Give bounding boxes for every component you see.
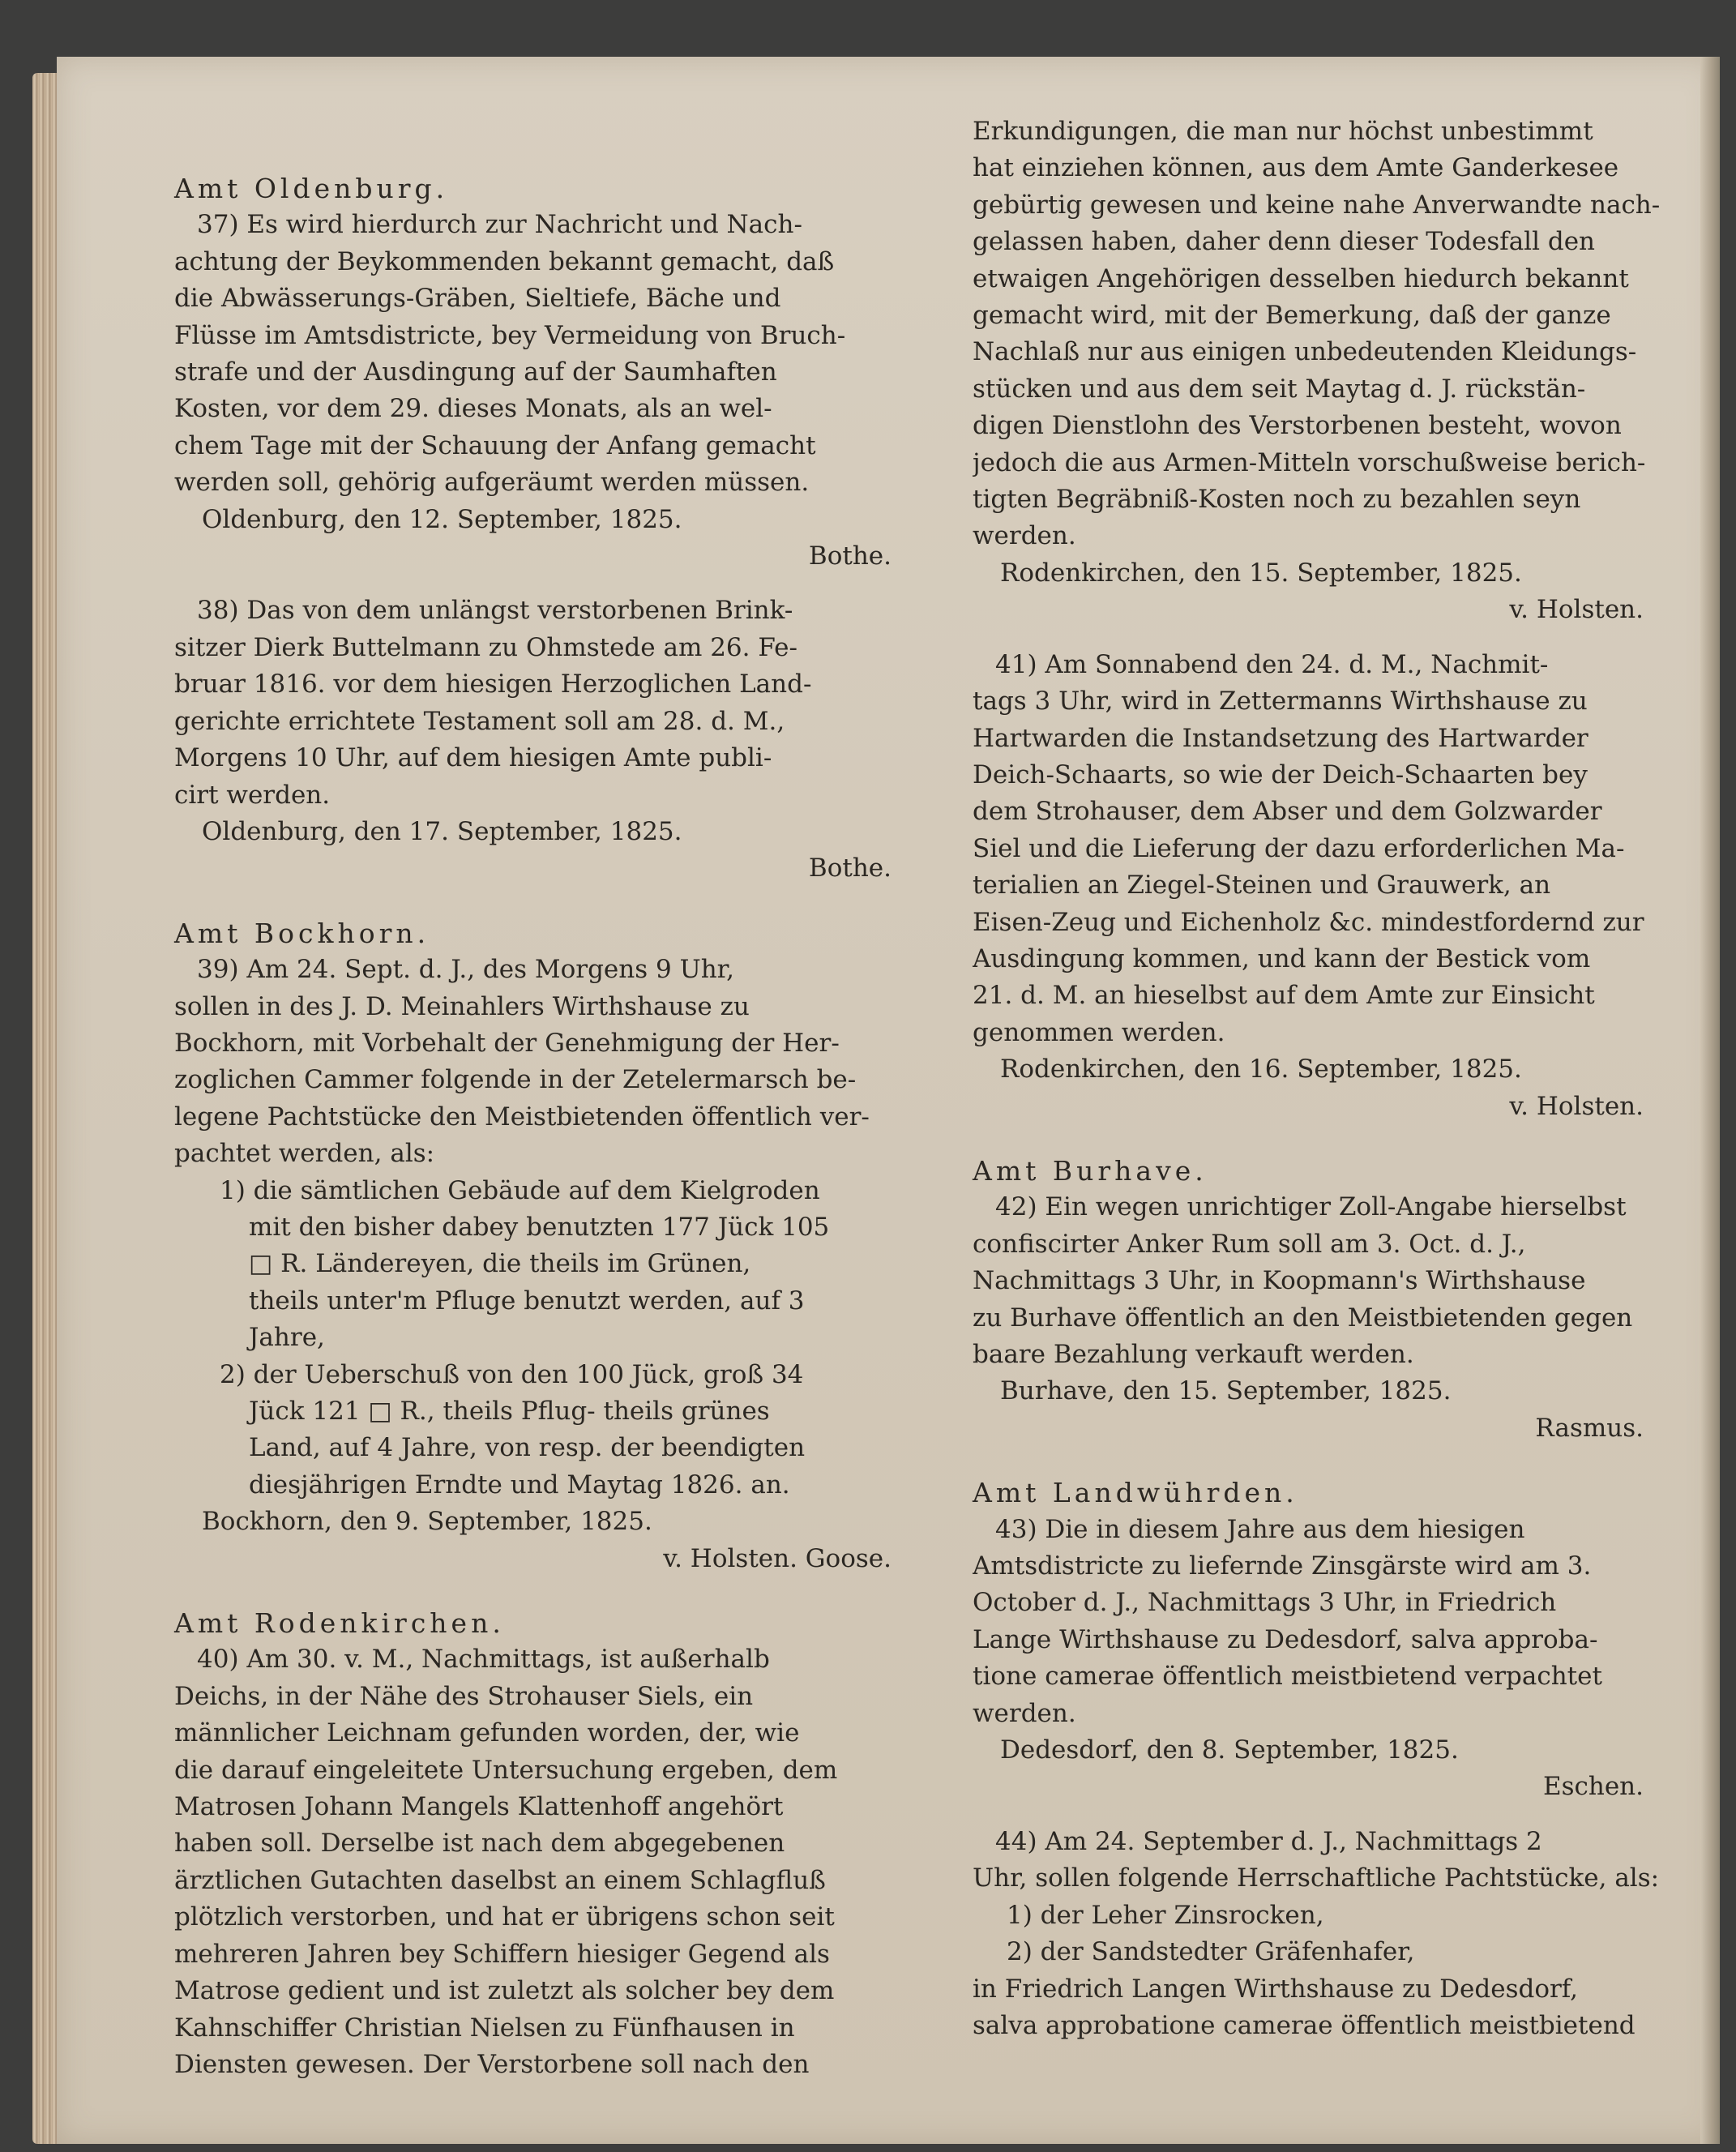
dateline: Bockhorn, den 9. September, 1825. bbox=[202, 1507, 652, 1537]
text-line: Matrosen Johann Mangels Klattenhoff angehört bbox=[174, 1792, 784, 1822]
text-line: terialien an Ziegel-Steinen und Grauwerk, an bbox=[973, 871, 1551, 901]
text-line: 44) Am 24. September d. J., Nachmittags 2 bbox=[995, 1826, 1542, 1856]
text-line: Flüsse im Amtsdistricte, bey Vermeidung von Bruch- bbox=[174, 320, 846, 350]
text-line: die Abwässerungs-Gräben, Sieltiefe, Bäche und bbox=[174, 284, 781, 314]
text-line: mit den bisher dabey benutzten 177 Jück 105 bbox=[249, 1212, 830, 1242]
text-line: diesjährigen Erndte und Maytag 1826. an. bbox=[249, 1470, 790, 1500]
text-line: Bockhorn, mit Vorbehalt der Genehmigung der Her- bbox=[174, 1028, 840, 1058]
text-line: 37) Es wird hierdurch zur Nachricht und Nach- bbox=[197, 210, 802, 240]
notice-paragraph bbox=[174, 1641, 940, 2083]
section-heading: Amt Bockhorn. bbox=[174, 917, 430, 949]
text-line: stücken und aus dem seit Maytag d. J. rückstän- bbox=[973, 374, 1586, 404]
dateline: Oldenburg, den 17. September, 1825. bbox=[202, 816, 682, 846]
text-line: ärztlichen Gutachten daselbst an einem Schlagfluß bbox=[174, 1865, 826, 1895]
text-line: jedoch die aus Armen-Mitteln vorschußweise berich- bbox=[973, 447, 1646, 477]
section-heading: Amt Oldenburg. bbox=[174, 173, 449, 204]
text-line: Nachlaß nur aus einigen unbedeutenden Kleidungs- bbox=[973, 337, 1637, 367]
text-line: 38) Das von dem unlängst verstorbenen Brink- bbox=[197, 596, 793, 626]
signature: Bothe. bbox=[808, 854, 892, 883]
text-line: Deichs, in der Nähe des Strohauser Siels, ein bbox=[174, 1681, 754, 1711]
text-line: plötzlich verstorben, und hat er übrigens schon seit bbox=[174, 1902, 835, 1932]
text-line: Siel und die Lieferung der dazu erforderlichen Ma- bbox=[973, 833, 1625, 863]
notice-paragraph bbox=[174, 593, 940, 813]
text-line: legene Pachtstücke den Meistbietenden öffentlich ver- bbox=[174, 1102, 870, 1132]
text-line: Nachmittags 3 Uhr, in Koopmann's Wirthshause bbox=[973, 1266, 1586, 1296]
left-text-column bbox=[174, 113, 940, 2083]
text-line: October d. J., Nachmittags 3 Uhr, in Friedrich bbox=[973, 1588, 1557, 1618]
text-line: baare Bezahlung verkauft werden. bbox=[973, 1340, 1414, 1369]
text-line: werden. bbox=[973, 1698, 1076, 1728]
notice-paragraph bbox=[174, 207, 940, 501]
text-line: gelassen haben, daher denn dieser Todesfall den bbox=[973, 227, 1596, 257]
text-line: 1) die sämtlichen Gebäude auf dem Kielgroden bbox=[220, 1175, 820, 1205]
text-line: 39) Am 24. Sept. d. J., des Morgens 9 Uhr, bbox=[197, 955, 734, 985]
list-item bbox=[174, 1357, 940, 1504]
text-line: werden. bbox=[973, 521, 1076, 551]
text-line: zoglichen Cammer folgende in der Zetelermarsch be- bbox=[174, 1065, 857, 1095]
text-line: dem Strohauser, dem Abser und dem Golzwarder bbox=[973, 797, 1602, 827]
text-line: Diensten gewesen. Der Verstorbene soll nach den bbox=[174, 2049, 810, 2079]
text-line: cirt werden. bbox=[174, 780, 331, 810]
text-line: 1) der Leher Zinsrocken, bbox=[1007, 1900, 1324, 1930]
text-line: hat einziehen können, aus dem Amte Ganderkesee bbox=[973, 153, 1619, 183]
text-line: gebürtig gewesen und keine nahe Anverwandte nach- bbox=[973, 190, 1661, 220]
notice-paragraph bbox=[973, 1824, 1692, 1897]
text-line: salva approbatione camerae öffentlich meistbietend bbox=[973, 2010, 1636, 2040]
signature: v. Holsten. bbox=[1509, 1091, 1644, 1121]
notice-paragraph bbox=[973, 1512, 1692, 1732]
dateline: Burhave, den 15. September, 1825. bbox=[1000, 1376, 1452, 1406]
signature: v. Holsten. Goose. bbox=[663, 1543, 892, 1573]
dateline: Oldenburg, den 12. September, 1825. bbox=[202, 504, 682, 534]
text-line: Matrose gedient und ist zuletzt als solcher bey dem bbox=[174, 1976, 835, 2006]
list-item bbox=[973, 1934, 1692, 1970]
text-line: 40) Am 30. v. M., Nachmittags, ist außerhalb bbox=[197, 1645, 770, 1675]
text-line: 2) der Sandstedter Gräfenhafer, bbox=[1007, 1937, 1415, 1967]
text-line: 43) Die in diesem Jahre aus dem hiesigen bbox=[995, 1514, 1525, 1544]
signature: Eschen. bbox=[1542, 1772, 1644, 1802]
text-line: in Friedrich Langen Wirthshause zu Dedesdorf, bbox=[973, 1974, 1579, 2004]
text-line: theils unter'm Pfluge benutzt werden, auf 3 bbox=[249, 1286, 805, 1316]
text-line: Hartwarden die Instandsetzung des Hartwarder bbox=[973, 723, 1588, 753]
section-heading: Amt Burhave. bbox=[973, 1154, 1208, 1187]
text-line: tigten Begräbniß-Kosten noch zu bezahlen seyn bbox=[973, 485, 1581, 515]
text-line: 21. d. M. an hieselbst auf dem Amte zur Einsicht bbox=[973, 981, 1595, 1011]
text-line: 2) der Ueberschuß von den 100 Jück, groß 34 bbox=[220, 1359, 804, 1389]
list-item bbox=[174, 1173, 940, 1357]
notice-paragraph bbox=[973, 647, 1692, 1051]
text-line: 42) Ein wegen unrichtiger Zoll-Angabe hierselbst bbox=[995, 1192, 1627, 1222]
text-line: genommen werden. bbox=[973, 1017, 1225, 1047]
text-line: Jahre, bbox=[249, 1323, 325, 1353]
notice-paragraph bbox=[973, 1971, 1692, 2045]
text-line: Land, auf 4 Jahre, von resp. der beendigten bbox=[249, 1433, 806, 1463]
text-line: Lange Wirthshause zu Dedesdorf, salva approba- bbox=[973, 1624, 1598, 1654]
section-heading: Amt Landwührden. bbox=[973, 1477, 1298, 1509]
dateline: Rodenkirchen, den 15. September, 1825. bbox=[1000, 558, 1522, 588]
text-line: tione camerae öffentlich meistbietend verpachtet bbox=[973, 1662, 1602, 1692]
text-line: 41) Am Sonnabend den 24. d. M., Nachmit- bbox=[995, 649, 1549, 679]
text-line: digen Dienstlohn des Verstorbenen besteht, wovon bbox=[973, 411, 1622, 441]
text-line: Kahnschiffer Christian Nielsen zu Fünfhausen in bbox=[174, 2013, 795, 2043]
list-item bbox=[973, 1897, 1692, 1934]
text-line: haben soll. Derselbe ist nach dem abgegebenen bbox=[174, 1829, 785, 1859]
notice-paragraph bbox=[973, 1189, 1692, 1373]
text-line: sollen in des J. D. Meinahlers Wirthshause zu bbox=[174, 991, 750, 1021]
right-text-column bbox=[973, 113, 1692, 2044]
text-line: Morgens 10 Uhr, auf dem hiesigen Amte publi- bbox=[174, 743, 772, 773]
text-line: chem Tage mit der Schauung der Anfang gemacht bbox=[174, 430, 816, 460]
signature: v. Holsten. bbox=[1509, 595, 1644, 625]
page-gutter-shadow bbox=[1700, 57, 1720, 2144]
text-line: □ R. Ländereyen, die theils im Grünen, bbox=[249, 1249, 751, 1279]
text-line: pachtet werden, als: bbox=[174, 1139, 435, 1169]
text-line: gemacht wird, mit der Bemerkung, daß der ganze bbox=[973, 301, 1611, 331]
dateline: Dedesdorf, den 8. September, 1825. bbox=[1000, 1735, 1459, 1765]
text-line: zu Burhave öffentlich an den Meistbietenden gegen bbox=[973, 1303, 1633, 1333]
text-line: mehreren Jahren bey Schiffern hiesiger Gegend als bbox=[174, 1939, 830, 1969]
text-line: werden soll, gehörig aufgeräumt werden müssen. bbox=[174, 468, 810, 498]
text-line: Ausdingung kommen, und kann der Bestick vom bbox=[973, 943, 1591, 973]
text-line: Uhr, sollen folgende Herrschaftliche Pachtstücke, als: bbox=[973, 1863, 1660, 1893]
text-line: Kosten, vor dem 29. dieses Monats, als an wel- bbox=[174, 394, 772, 424]
text-line: Amtsdistricte zu liefernde Zinsgärste wird am 3. bbox=[973, 1551, 1592, 1581]
text-line: die darauf eingeleitete Untersuchung ergeben, dem bbox=[174, 1755, 838, 1785]
text-line: etwaigen Angehörigen desselben hiedurch bekannt bbox=[973, 263, 1629, 293]
notice-paragraph bbox=[174, 952, 940, 1172]
section-heading: Amt Rodenkirchen. bbox=[174, 1607, 505, 1640]
notice-paragraph bbox=[973, 113, 1692, 555]
text-line: Erkundigungen, die man nur höchst unbestimmt bbox=[973, 117, 1593, 146]
signature: Rasmus. bbox=[1535, 1413, 1644, 1443]
text-line: achtung der Beykommenden bekannt gemacht, daß bbox=[174, 246, 835, 276]
dateline: Rodenkirchen, den 16. September, 1825. bbox=[1000, 1055, 1522, 1085]
text-line: tags 3 Uhr, wird in Zettermanns Wirthshause zu bbox=[973, 687, 1588, 717]
signature: Bothe. bbox=[808, 541, 892, 571]
text-line: bruar 1816. vor dem hiesigen Herzoglichen Land- bbox=[174, 670, 812, 700]
text-line: sitzer Dierk Buttelmann zu Ohmstede am 26. Fe- bbox=[174, 632, 797, 662]
text-line: gerichte errichtete Testament soll am 28. d. M., bbox=[174, 706, 785, 736]
text-line: Jück 121 □ R., theils Pflug- theils grünes bbox=[249, 1397, 770, 1426]
text-line: Deich-Schaarts, so wie der Deich-Schaarten bey bbox=[973, 759, 1588, 789]
text-line: männlicher Leichnam gefunden worden, der, wie bbox=[174, 1718, 800, 1748]
text-line: Eisen-Zeug und Eichenholz &c. mindestfordernd zur bbox=[973, 907, 1644, 937]
text-line: confiscirter Anker Rum soll am 3. Oct. d. J., bbox=[973, 1229, 1526, 1259]
text-line: strafe und der Ausdingung auf der Saumhaften bbox=[174, 357, 777, 387]
